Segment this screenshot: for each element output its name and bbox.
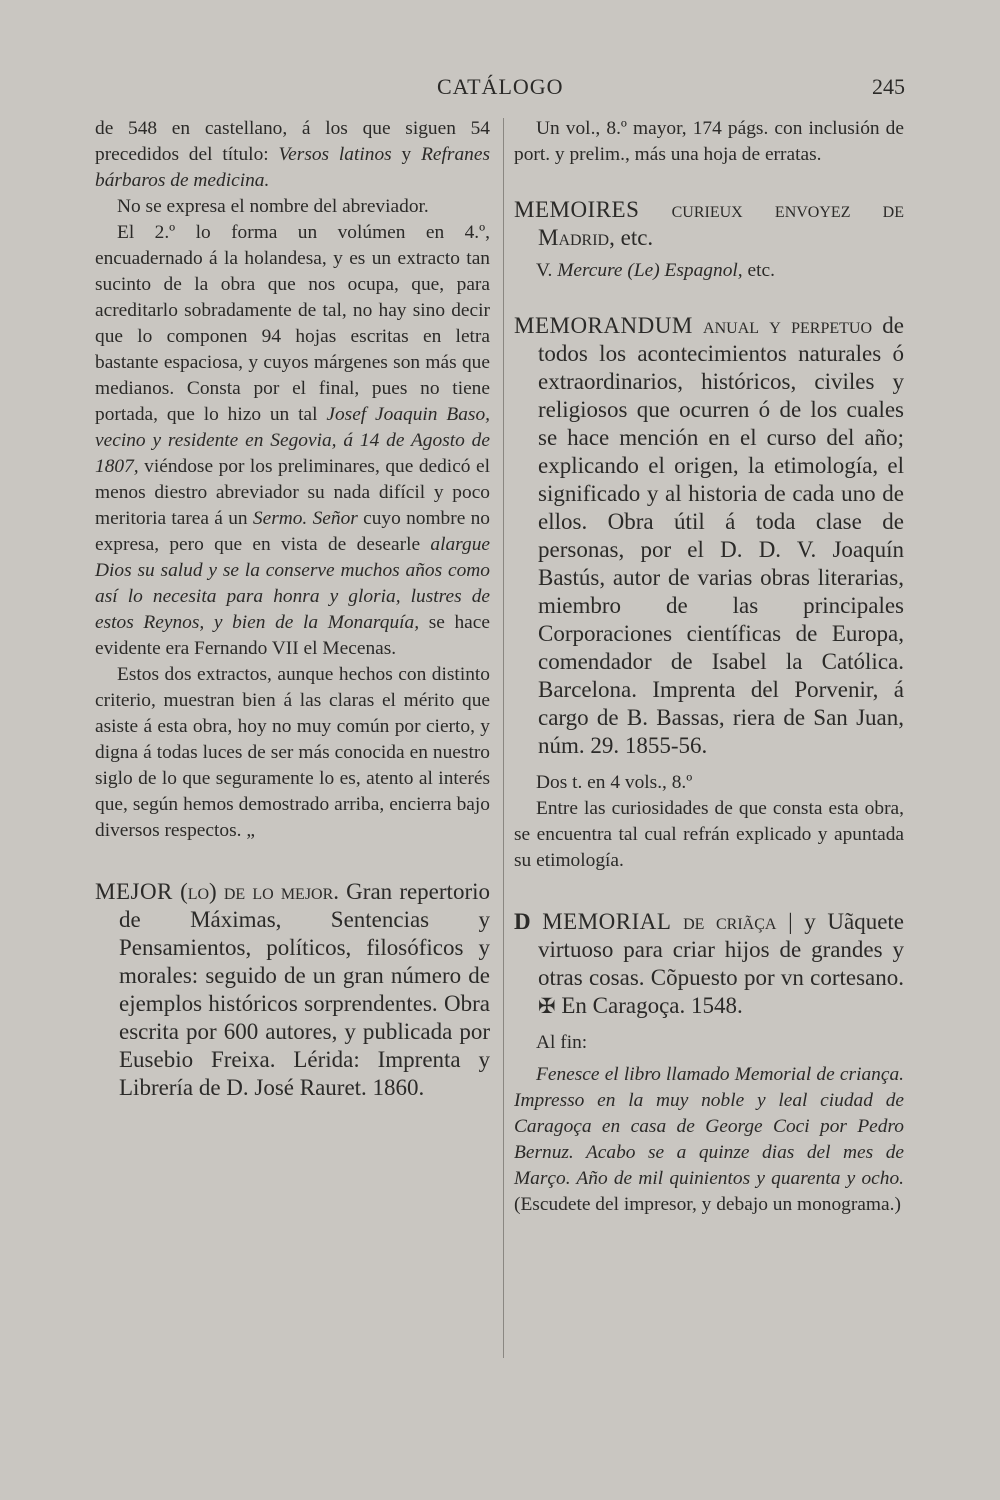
paragraph-continued [95,116,490,194]
italic-title: Versos latinos [278,144,392,165]
entry-note: Entre las curiosidades de que consta esta obra, se encuentra tal cual refrán explicado y apuntada su etimología. [514,798,904,871]
paragraph-description: Un vol., 8.º mayor, 174 págs. con inclusión de port. y prelim., más una hoja de erratas. [514,118,904,165]
text-run: se hace evidente era Fernando VII el Mecenas. [95,612,490,659]
text-run: y [391,144,422,165]
entry-headword-smallcaps: de criãça [671,909,777,934]
text-run: viéndose por los preliminares, que dedicó el menos diestro abreviador su nada difícil y poco meritoria tarea á un [95,456,490,529]
spacer [514,874,904,908]
spacer [514,1020,904,1030]
left-column [95,116,490,1102]
entry-headword-smallcaps: curieux envoyez de Madrid, [538,197,904,250]
running-head [0,74,1000,104]
italic-run: Mercure (Le) Espagnol, [557,260,743,281]
entry-body: de todos los acontecimientos naturales ó extraordinarios, históricos, civiles y religiosos que ocurren ó de los cuales se hace mención en el curso del año; explicando el origen, la etimología, el significado y al historia de cada uno de ellos. Obra útil á toda clase de personas, por el D. D. V. Joaquín Bastús, autor de varias obras literarias, miembro de las principales Corporaciones científicas de Europa, comendador de Isabel la Católica. Barcelona. Imprenta del Porvenir, á cargo de B. Bassas, riera de San Juan, núm. 29. 1855-56. [538,313,904,758]
column-rule [503,118,504,1358]
entry-headword: MEMOIRES [514,197,640,222]
text-run: de 548 en castellano, á los que siguen 54 precedidos del título: [95,118,490,165]
entry-headword: MEMORANDUM [514,313,693,338]
entry-body: En Caragoça. 1548. [555,993,743,1018]
entry-memoires [514,196,904,252]
text-run: cuyo nombre no expresa, pero que en vista de desearle [95,508,490,555]
entry-body: Gran repertorio de Máximas, Sentencias y Pensamientos, políticos, filosóficos y morales: seguido de un gran número de ejemplos históricos sorprendentes. Obra escrita por 600 autores, y publicada por Eusebio Freixa. Lérida: Imprenta y Librería de D. José Rauret. 1860. [119,879,490,1100]
italic-title: Refranes bárbaros de medicina. [95,144,490,191]
entry-memorial [514,908,904,1020]
text-run: etc. [742,260,775,281]
paragraph-abbreviator: No se expresa el nombre del abreviador. [117,196,429,217]
entry-body: etc. [614,225,654,250]
italic-run: Fenesce el libro llamado Memorial de criança. Impresso en la muy noble y leal ciudad de Caragoça en casa de George Coci por Pedro Bernuz. Acabo se a quinze dias del mes de Março. Año de mil quinientos y quarenta y ocho. [514,1064,904,1189]
entry-headword-smallcaps: anual y perpetuo [692,313,873,338]
physical-description: Dos t. en 4 vols., 8.º [536,772,693,793]
page-number: 245 [872,74,905,99]
paragraph-second-extract [95,220,490,662]
italic-run: Sermo. Señor [252,508,358,529]
cross-icon: ✠ [538,994,556,1018]
running-title: CATÁLOGO [437,74,564,99]
rarity-mark: D [514,909,531,934]
paragraph-conclusion: Estos dos extractos, aunque hechos con distinto criterio, muestran bien á las claras el mérito que asiste á esta obra, hoy no muy común por cierto, y digna á todas luces de ser más conocida en nuestro siglo de lo que seguramente lo es, atento al interés que, según hemos demostrado arriba, encierra bajo diversos respectos. „ [95,664,490,841]
spacer [514,168,904,196]
entry-mejor [95,878,490,1102]
spacer [514,760,904,770]
text-run: (Escudete del impresor, y debajo un monograma.) [514,1194,901,1215]
italic-run: alargue Dios su salud y se la conserve muchos años como así lo necesita para honra y gloria, lustres de estos Reynos, y bien de la Monarquía, [95,534,490,633]
text-run: V. [536,260,558,281]
spacer [514,284,904,312]
entry-headword: MEMORIAL [542,909,672,934]
colophon-label: Al fin: [536,1032,588,1053]
right-column [514,116,904,1218]
entry-headword-smallcaps: (lo) de lo mejor. [180,879,340,904]
entry-body: | y Uãquete virtuoso para criar hijos de grandes y otras cosas. Cõpuesto por vn cortesano. [538,909,905,990]
entry-memorandum [514,312,904,760]
entry-headword: MEJOR [95,879,173,904]
cross-reference [514,258,904,284]
spacer [95,844,490,878]
italic-run: Josef Joaquin Baso, vecino y residente en Segovia, á 14 de Agosto de 1807, [95,404,490,477]
colophon [514,1062,904,1218]
text-run: El 2.º lo forma un volúmen en 4.º, encuadernado á la holandesa, y es un extracto tan sucinto de la obra que nos ocupa, que, para acreditarlo sobradamente de tal, no hay sino decir que lo componen 94 hojas escritas en letra bastante espaciosa, y cuyos márgenes son más que medianos. Consta por el final, pues no tiene portada, que lo hizo un tal [95,222,490,425]
